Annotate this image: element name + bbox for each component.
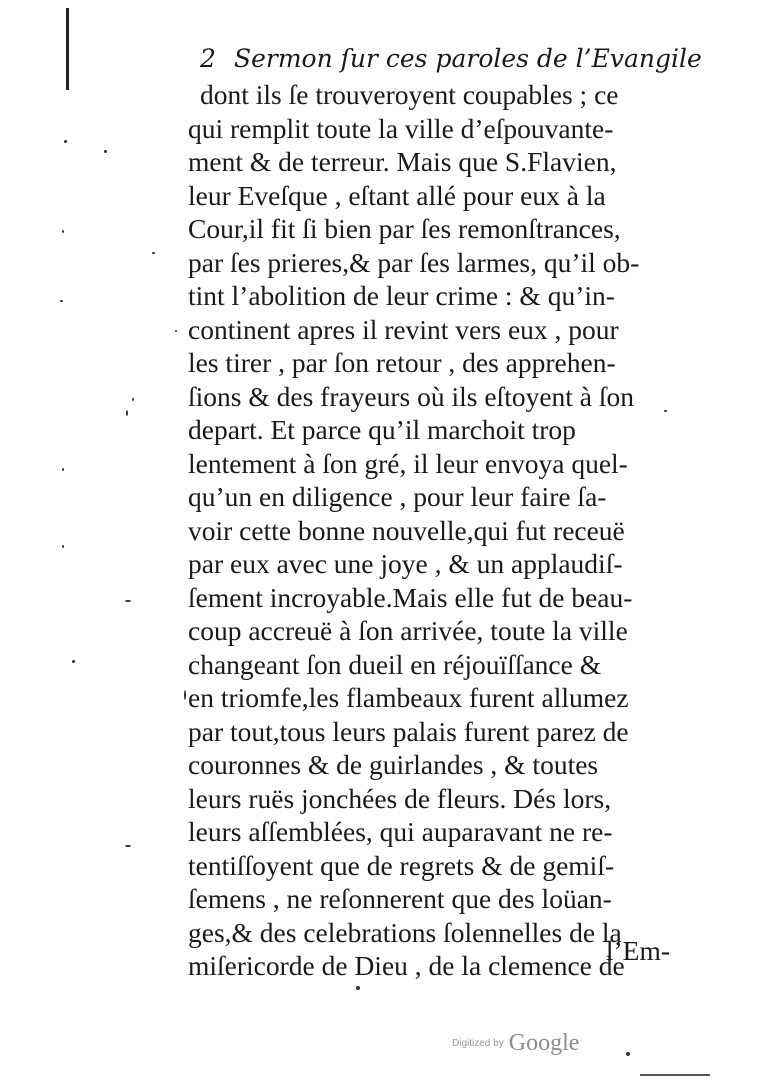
text-line: voir cette bonne nouvelle,qui fut receuë (188, 514, 625, 546)
text-line: tentiſſoyent que de regrets & de gemiſ- (188, 849, 615, 881)
speck (64, 140, 67, 143)
speck (132, 398, 134, 401)
speck (60, 300, 63, 302)
speck (152, 252, 155, 254)
gutter-edge-mark (66, 8, 69, 90)
text-line: miſericorde de Dieu , de la clemence de (188, 950, 625, 981)
text-line: qui remplit toute la ville d’eſpouvante- (188, 112, 614, 144)
text-line: Cour,il fit ſi bien par ſes remonſtrances, (188, 213, 621, 244)
text-line: coup accreuë à ſon arrivée, toute la ville (188, 615, 628, 646)
text-line: ment & de terreur. Mais que S.Flavien, (188, 146, 617, 177)
watermark-brand: Google (508, 1030, 580, 1056)
speck (62, 230, 64, 233)
speck (126, 410, 128, 416)
digitized-watermark (452, 1030, 612, 1064)
gutter-specks (0, 0, 200, 1086)
text-line: ſemens , ne reſonnerent que des loüan- (188, 883, 612, 914)
watermark-prefix: Digitized by (452, 1038, 504, 1049)
speck (62, 545, 64, 548)
text-line: tint l’abolition de leur crime : & qu’in- (188, 280, 615, 311)
text-line: par eux avec une joye , & un applaudiſ- (188, 548, 623, 579)
text-line: continent apres il revint vers eux , pour (188, 313, 619, 345)
text-line: en triomfe,les flambeaux furent allumez (188, 682, 629, 713)
speck (62, 468, 64, 471)
text-line: changeant ſon dueil en réjouïſſance & (188, 648, 602, 680)
bottom-edge-mark (640, 1074, 710, 1076)
page-number: 2 (200, 44, 216, 73)
text-line: leurs aſſemblées, qui auparavant ne re- (188, 816, 613, 847)
text-line: les tirer , par ſon retour , des apprehen- (188, 347, 616, 378)
speck (125, 845, 131, 847)
body-text (188, 78, 674, 983)
text-line: leur Eveſque , eſtant allé pour eux à la (188, 179, 606, 211)
text-line: leurs ruës jonchées de fleurs. Dés lors, (188, 782, 612, 814)
text-line: par ſes prieres,& par ſes larmes, qu’il ob- (188, 246, 640, 278)
text-line: ſions & des frayeurs où ils eſtoyent à ſon (188, 380, 635, 412)
text-line: ſement incroyable.Mais elle fut de beau- (188, 581, 633, 613)
text-line: depart. Et parce qu’il marchoit trop (188, 414, 576, 445)
running-head (200, 42, 702, 76)
speck (175, 330, 177, 332)
speck (72, 660, 75, 663)
speck (104, 150, 107, 153)
text-line: ges,& des celebrations ſolennelles de la (188, 916, 622, 948)
text-line: qu’un en diligence , pour leur faire ſa- (188, 481, 607, 512)
text-line: lentement à ſon gré, il leur envoya quel- (188, 447, 628, 479)
running-title: Sermon ſur ces paroles de l’Evangile (233, 44, 702, 73)
speck (626, 1052, 630, 1056)
speck (125, 600, 131, 602)
text-line: par tout,tous leurs palais furent parez de (188, 715, 629, 747)
text-line: dont ils ſe trouveroyent coupables ; ce (200, 79, 619, 110)
speck (356, 986, 360, 990)
speck (184, 690, 186, 700)
text-line: couronnes & de guirlandes , & toutes (188, 749, 599, 780)
catchword: l’Em- (605, 935, 670, 966)
